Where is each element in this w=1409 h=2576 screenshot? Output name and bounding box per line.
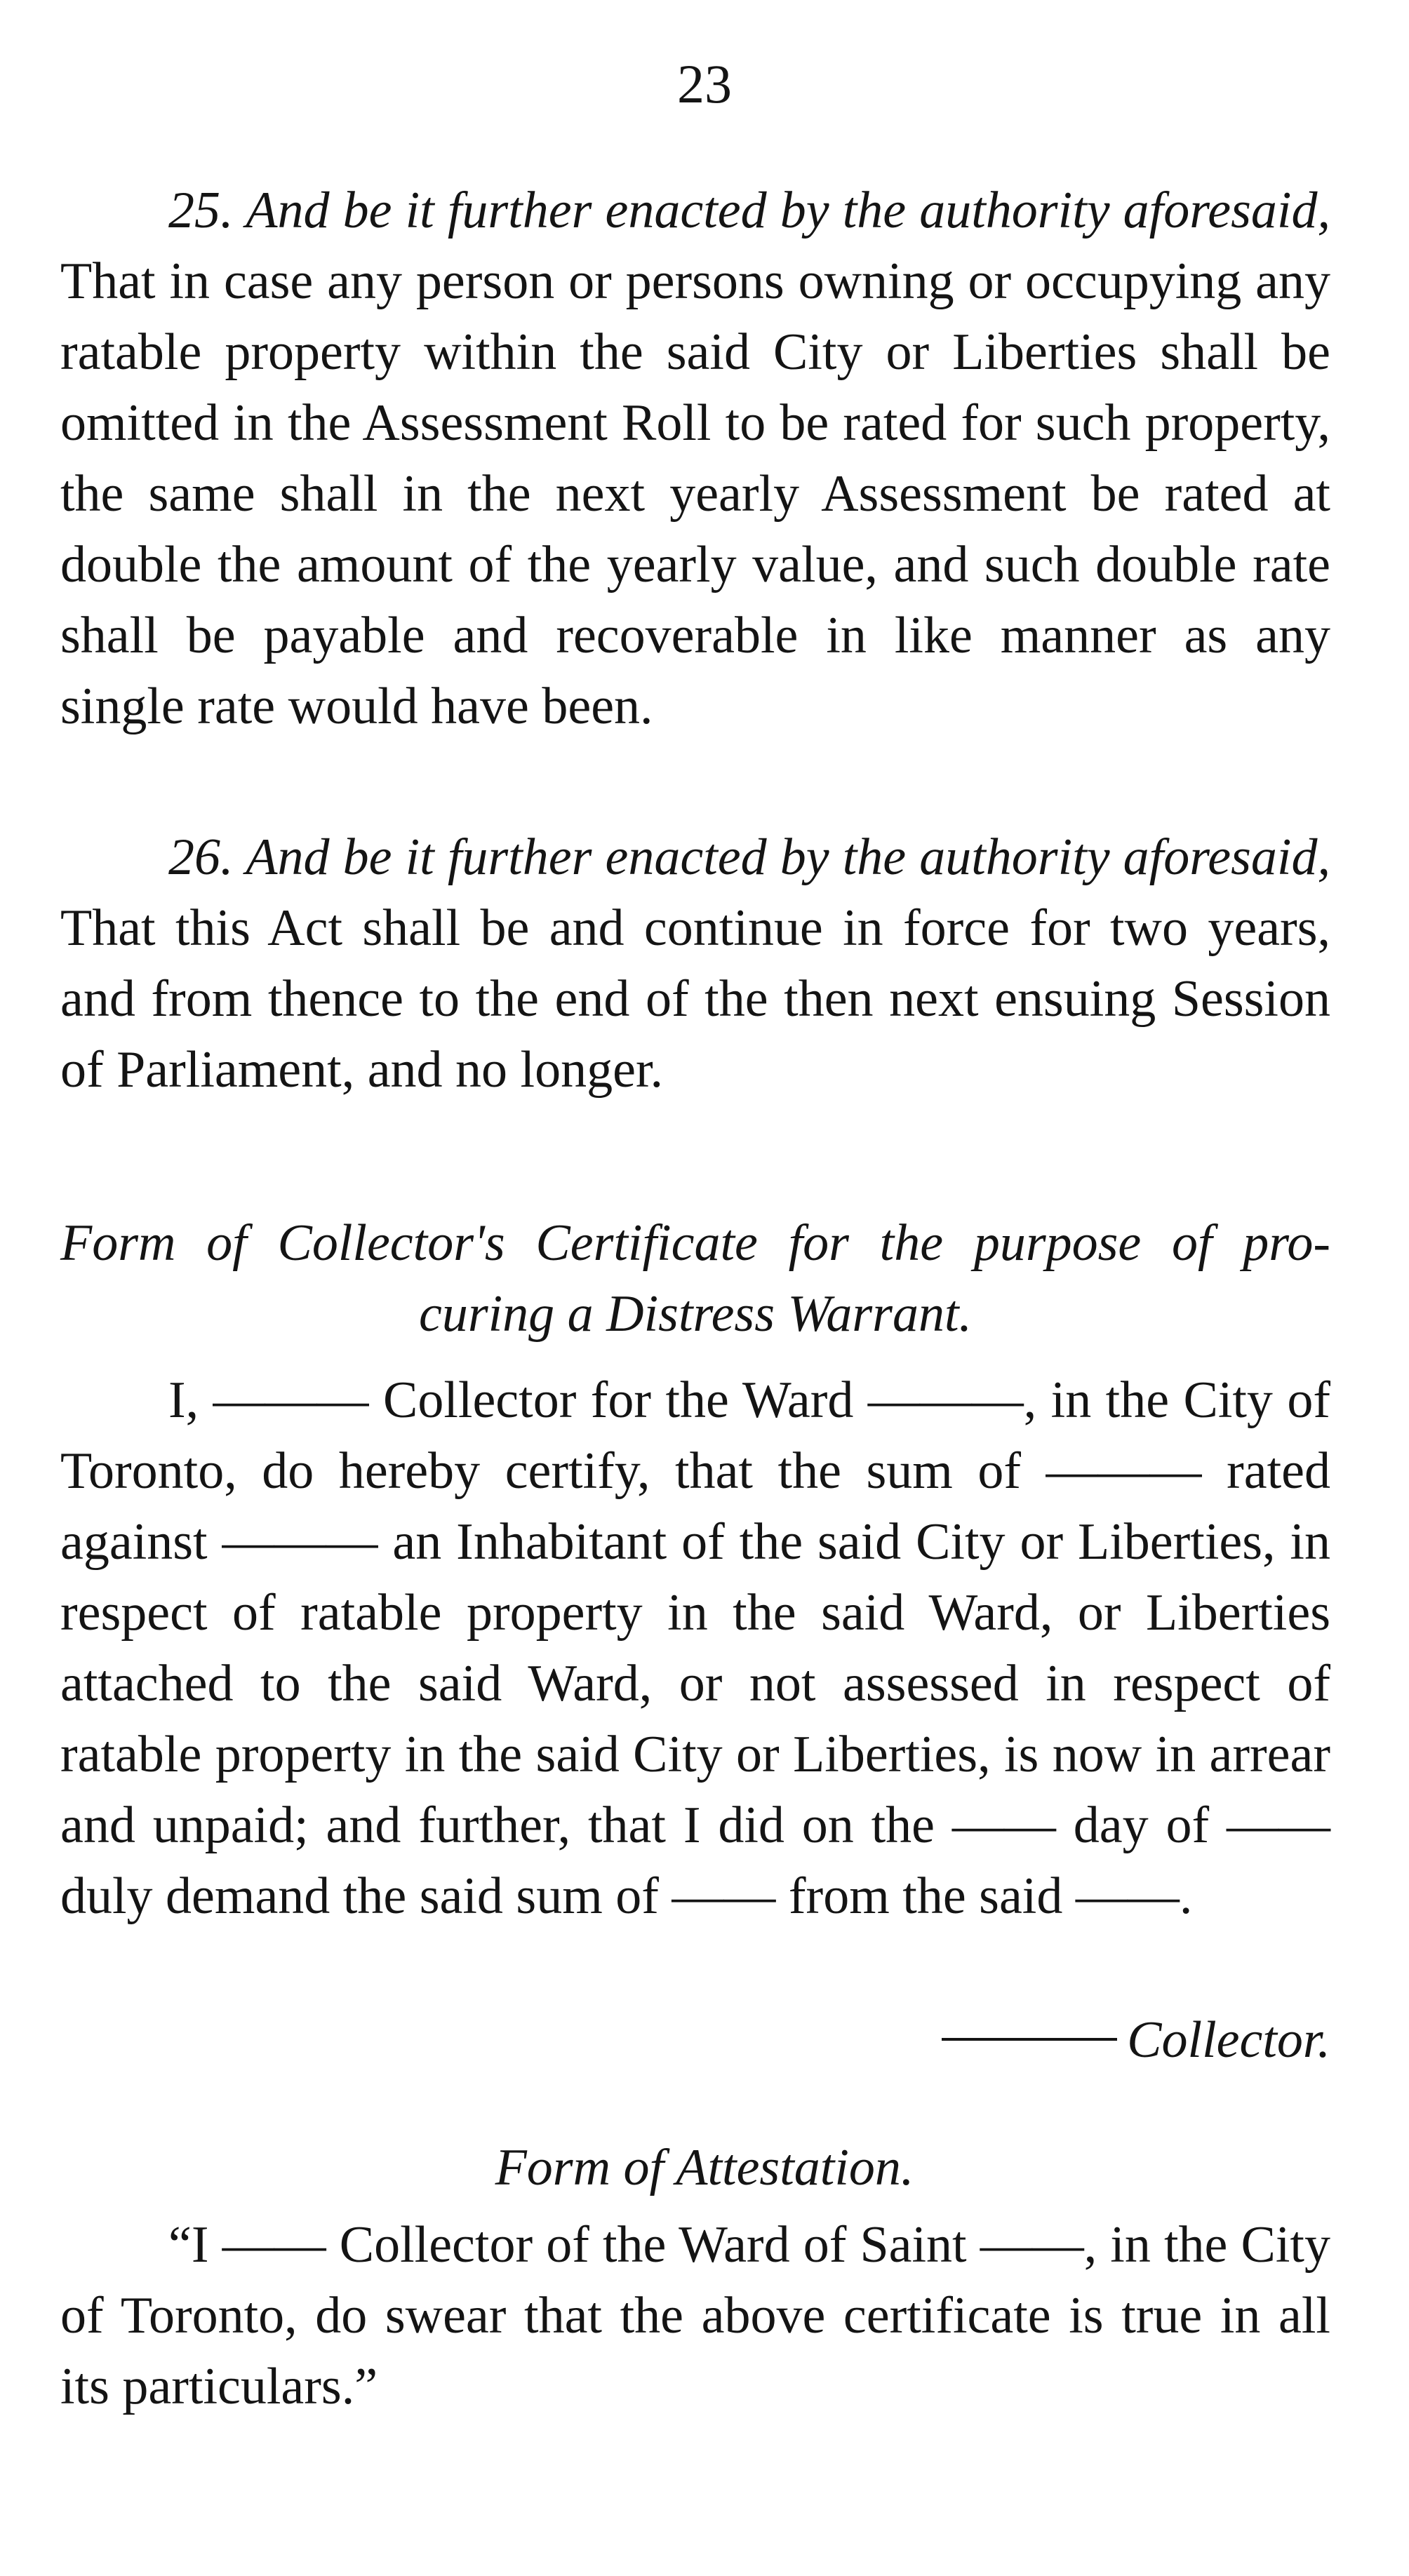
collector-certificate-heading-line1: Form of Collector's Certificate for the purpose of pro-: [60, 1214, 1330, 1272]
section-25-enacting-clause: 25. And be it further enacted by the authority aforesaid,: [168, 182, 1330, 239]
collector-certificate-text: I, ——— Collector for the Ward ———, in the City of Toronto, do hereby certify, that the sum of ——— rated against ——— an Inhabitant of the said City or Liberties, in respect of ratable property in the said Ward, or Liberties attached to the said Ward, or not assessed in respect of ratable property in the said City or Liberties, is now in arrear and unpaid; and further, that I did on the —— day of —— duly demand the said sum of —— from the said ——.: [60, 1371, 1330, 1925]
collector-certificate-heading-line2: curing a Distress Warrant.: [418, 1285, 973, 1343]
signature-blank: [942, 2038, 1117, 2041]
section-25: [60, 175, 1330, 742]
collector-signature-label: Collector.: [1127, 2011, 1330, 2069]
collector-signature-line: [60, 2005, 1330, 2076]
attestation-form: [60, 2210, 1330, 2422]
section-26-text: That this Act shall be and continue in force for two years, and from thence to the end of the then next ensuing Session of Parliament, and no longer.: [60, 899, 1330, 1099]
section-26-enacting-clause: 26. And be it further enacted by the authority aforesaid,: [168, 829, 1330, 886]
section-25-paragraph: [60, 175, 1330, 742]
section-25-text: That in case any person or persons owning or occupying any ratable property within the said City or Liberties shall be omitted in the Assessment Roll to be rated for such property, the same shall in the next yearly Assessment be rated at double the amount of the yearly value, and such double rate shall be payable and recoverable in like manner as any single rate would have been.: [60, 253, 1330, 735]
attestation-heading: Form of Attestation.: [495, 2139, 914, 2196]
attestation-text: “I —— Collector of the Ward of Saint ——, in the City of Toronto, do swear that the above certificate is true in all its particulars.”: [60, 2216, 1330, 2415]
collector-certificate-heading: [60, 1208, 1330, 1350]
section-26: [60, 822, 1330, 1106]
page-number: 23: [677, 53, 732, 114]
section-26-paragraph: [60, 822, 1330, 1106]
collector-certificate-form: [60, 1365, 1330, 1932]
